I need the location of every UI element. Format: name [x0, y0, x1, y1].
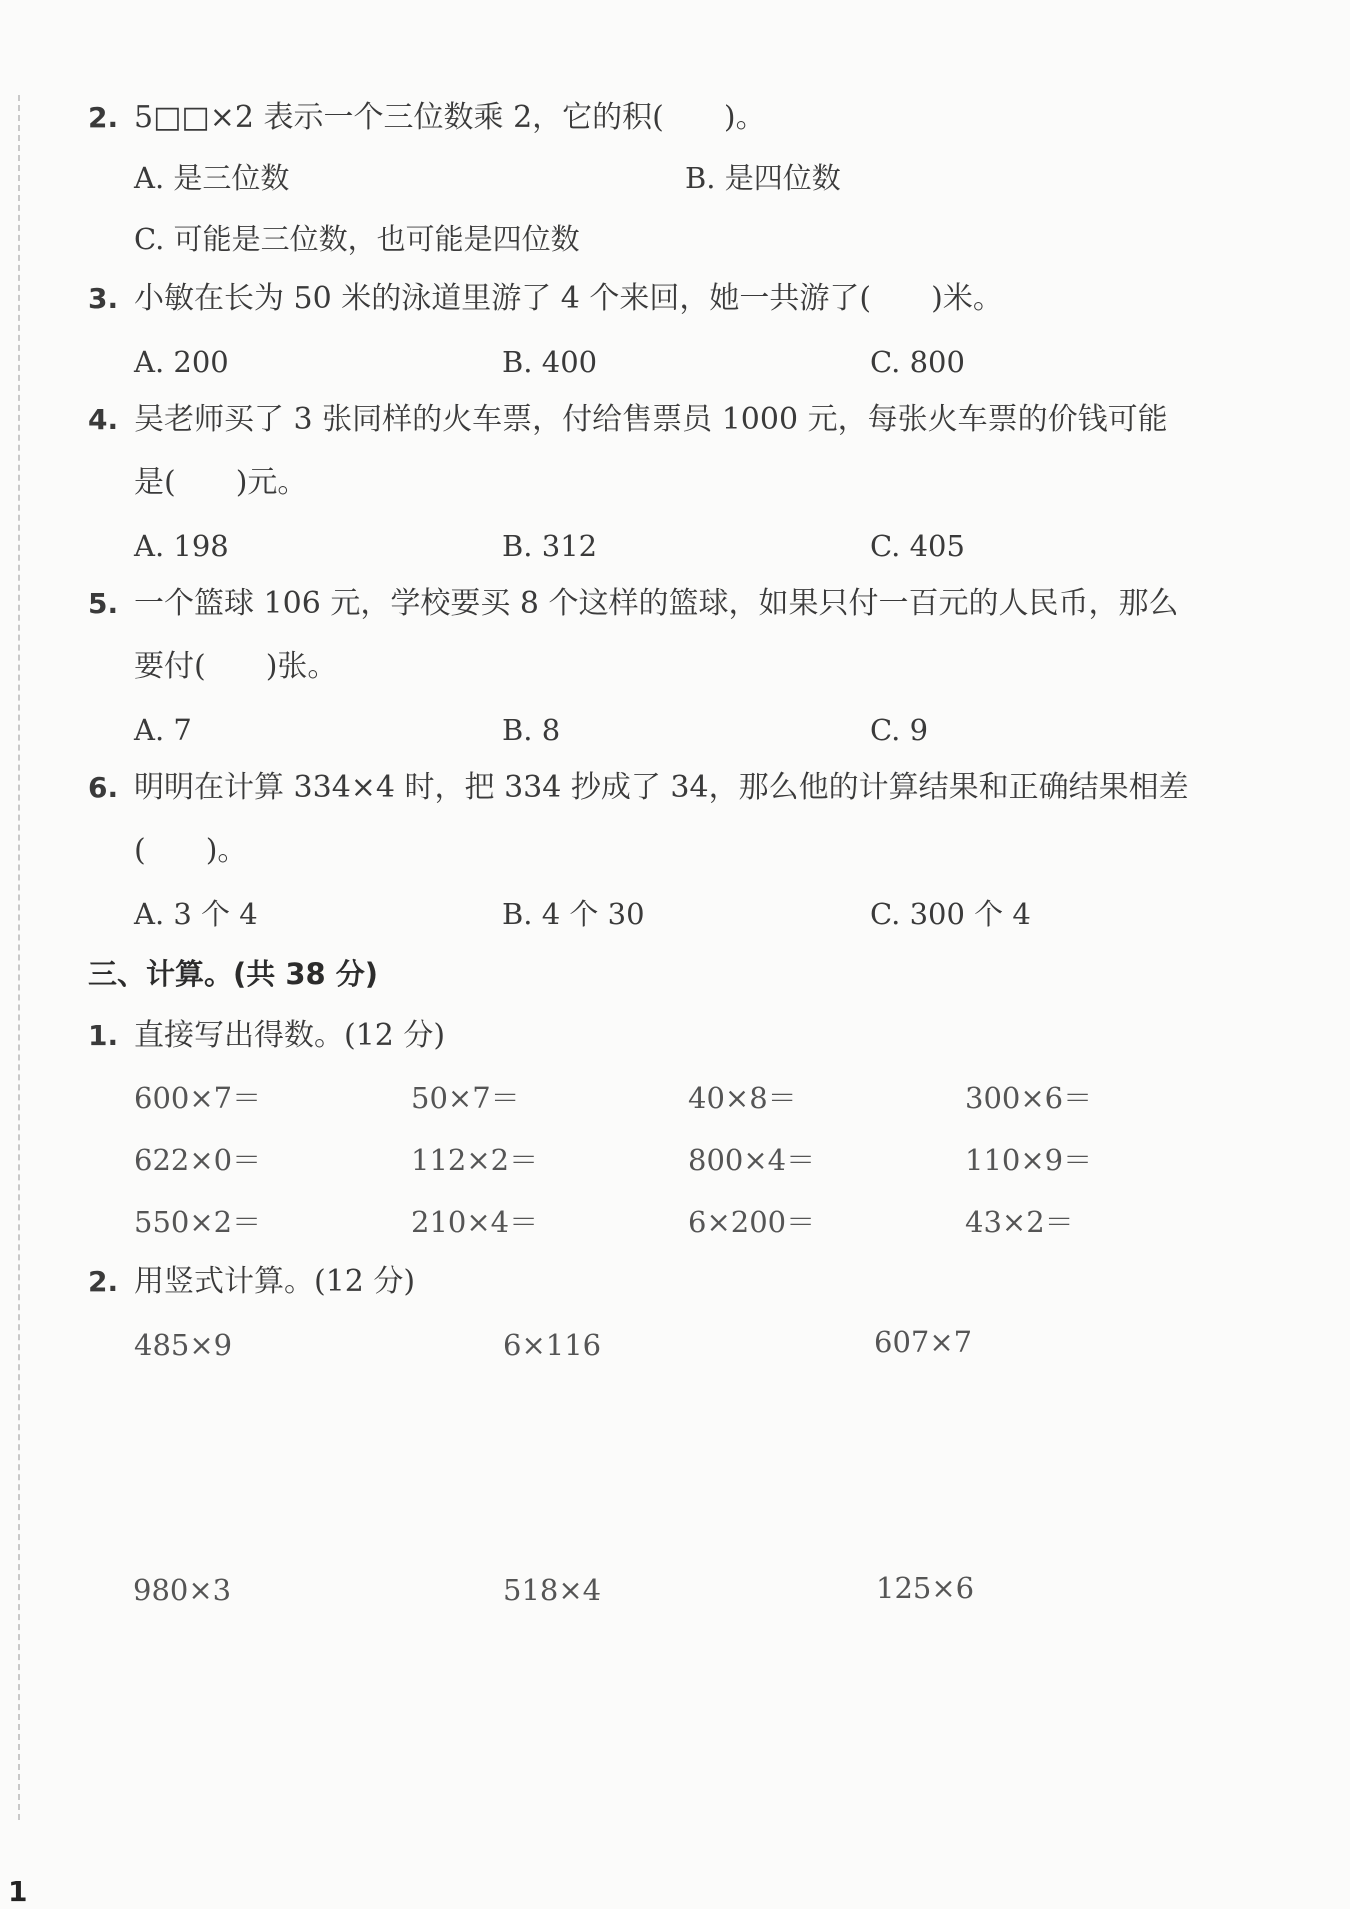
option-a[interactable]: A. 3 个 4: [134, 897, 258, 931]
oral-calc-item: 210×4＝: [411, 1205, 539, 1239]
section-title: 三、计算。(共 38 分): [88, 957, 379, 991]
question-number: 6.: [88, 771, 119, 804]
oral-calc-item: 43×2＝: [965, 1205, 1074, 1239]
question-text: 吴老师买了 3 张同样的火车票，付给售票员 1000 元，每张火车票的价钱可能: [134, 402, 1168, 437]
oral-calc-item: 600×7＝: [134, 1081, 262, 1115]
option-a[interactable]: A. 是三位数: [134, 161, 290, 195]
option-b[interactable]: B. 4 个 30: [502, 897, 645, 931]
option-a[interactable]: A. 198: [134, 529, 229, 563]
oral-calc-item: 110×9＝: [965, 1143, 1093, 1177]
question-text-continued: ( )。: [134, 833, 248, 868]
question-number: 1.: [88, 1019, 119, 1052]
question-number: 4.: [88, 403, 119, 436]
vertical-calc-item: 607×7: [874, 1325, 973, 1359]
vertical-calc-item: 980×3: [133, 1573, 232, 1607]
question-number: 2.: [88, 1265, 119, 1298]
option-b[interactable]: B. 312: [502, 529, 598, 563]
option-b[interactable]: B. 是四位数: [685, 161, 841, 195]
oral-calc-item: 6×200＝: [688, 1205, 816, 1239]
option-a[interactable]: A. 200: [134, 345, 229, 379]
option-c[interactable]: C. 9: [870, 713, 929, 747]
question-text: 明明在计算 334×4 时，把 334 抄成了 34，那么他的计算结果和正确结果相差: [134, 770, 1189, 805]
oral-calc-item: 300×6＝: [965, 1081, 1093, 1115]
option-a[interactable]: A. 7: [134, 713, 192, 747]
page-number: 1: [8, 1875, 28, 1908]
question-number: 2.: [88, 101, 119, 134]
binding-margin-line: [18, 95, 20, 1820]
question-text: 5□□×2 表示一个三位数乘 2，它的积( )。: [134, 100, 766, 135]
option-c[interactable]: C. 800: [870, 345, 965, 379]
option-c[interactable]: C. 405: [870, 529, 965, 563]
vertical-calc-item: 125×6: [876, 1571, 975, 1605]
oral-calc-item: 800×4＝: [688, 1143, 816, 1177]
vertical-calc-item: 518×4: [503, 1573, 602, 1607]
oral-calc-item: 622×0＝: [134, 1143, 262, 1177]
option-b[interactable]: B. 400: [502, 345, 598, 379]
oral-calc-item: 50×7＝: [411, 1081, 520, 1115]
part-title: 用竖式计算。(12 分): [134, 1264, 416, 1299]
part-title: 直接写出得数。(12 分): [134, 1018, 446, 1053]
option-c[interactable]: C. 300 个 4: [870, 897, 1031, 931]
oral-calc-item: 112×2＝: [411, 1143, 539, 1177]
oral-calc-item: 550×2＝: [134, 1205, 262, 1239]
question-text: 一个篮球 106 元，学校要买 8 个这样的篮球，如果只付一百元的人民币，那么: [134, 586, 1179, 621]
question-text-continued: 要付( )张。: [134, 649, 338, 684]
vertical-calc-item: 485×9: [134, 1328, 233, 1362]
question-number: 5.: [88, 587, 119, 620]
question-text: 小敏在长为 50 米的泳道里游了 4 个来回，她一共游了( )米。: [134, 281, 1003, 316]
option-b[interactable]: B. 8: [502, 713, 561, 747]
question-number: 3.: [88, 282, 119, 315]
option-c[interactable]: C. 可能是三位数，也可能是四位数: [134, 222, 580, 256]
vertical-calc-item: 6×116: [503, 1328, 602, 1362]
question-text-continued: 是( )元。: [134, 465, 308, 500]
oral-calc-item: 40×8＝: [688, 1081, 797, 1115]
